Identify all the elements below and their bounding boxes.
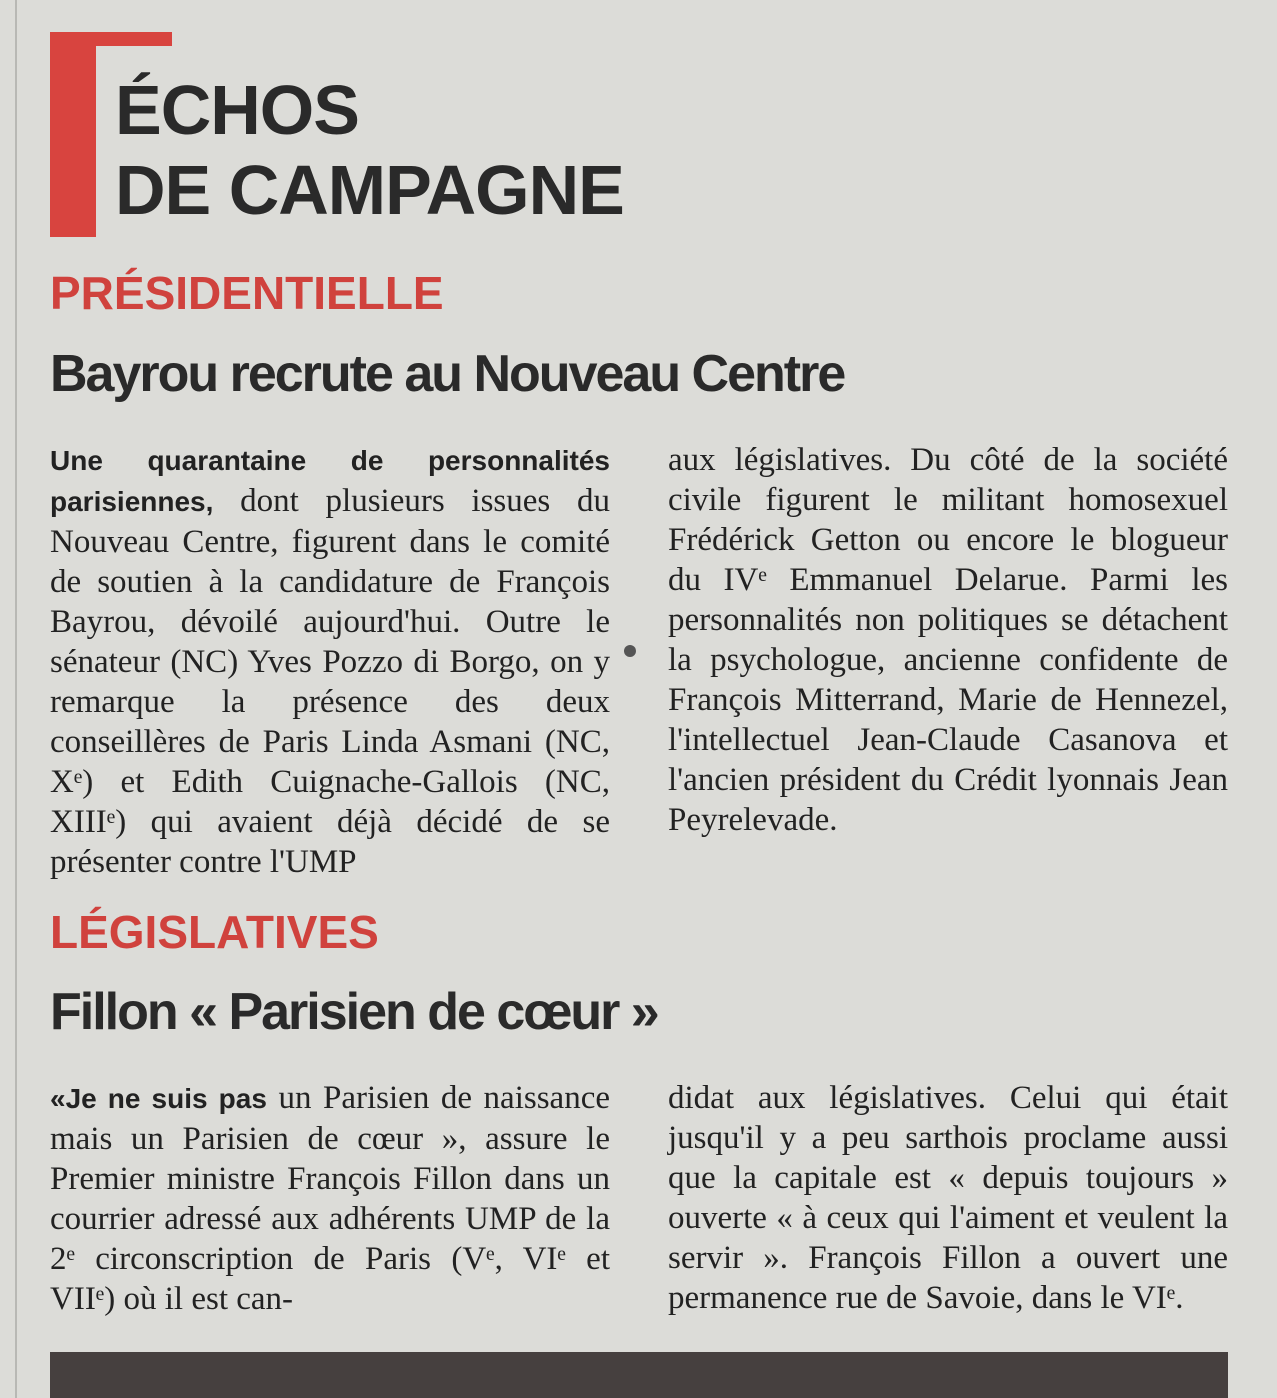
article1-rubric: PRÉSIDENTIELLE <box>50 267 444 319</box>
page-edge-rule <box>15 0 17 1398</box>
article1-column1 <box>50 440 610 882</box>
article1-lead: Une quarantaine de personnalités parisiennes, <box>50 445 610 517</box>
section-title-line1: ÉCHOS <box>115 71 359 149</box>
bottom-dark-band <box>50 1352 1228 1398</box>
article2-column2 <box>668 1078 1228 1318</box>
section-title-line2: DE CAMPAGNE <box>115 151 624 229</box>
article2-column1 <box>50 1078 610 1319</box>
article2-body-col2: didat aux législatives. Celui qui était jusqu'il y a peu sarthois proclame aussi que la capitale est « depuis toujours » ouverte « à ceux qui l'aiment et veulent la servir ». François Fillon a ouvert une permanence rue de Savoie, dans le VIᵉ. <box>668 1080 1228 1316</box>
article1-body-col2: aux législatives. Du côté de la société civile figurent le militant homosexuel Frédérick Getton ou encore le blogueur du IVᵉ Emmanuel Delarue. Parmi les personnalités non politiques se détachent la psychologue, ancienne confidente de François Mitterrand, Marie de Hennezel, l'intellectuel Jean-Claude Casanova et l'ancien président du Crédit lyonnais Jean Peyrelevade. <box>668 442 1228 838</box>
article2-lead: «Je ne suis pas <box>50 1083 267 1114</box>
article1-column2 <box>668 440 1228 840</box>
section-title <box>115 70 624 230</box>
bullet-dot <box>624 645 636 657</box>
section-bracket-side <box>50 32 96 237</box>
article1-headline: Bayrou recrute au Nouveau Centre <box>50 345 845 403</box>
article1-body-col1: dont plusieurs issues du Nouveau Centre, figurent dans le comité de soutien à la candidature de François Bayrou, dévoilé aujourd'hui. Outre le sénateur (NC) Yves Pozzo di Borgo, on y remarque la présence des deux conseillères de Paris Linda Asmani (NC, Xᵉ) et Edith Cuignache-Gallois (NC, XIIIᵉ) qui avaient déjà décidé de se présenter contre l'UMP <box>50 483 610 880</box>
article2-rubric: LÉGISLATIVES <box>50 906 379 958</box>
article2-headline: Fillon « Parisien de cœur » <box>50 983 658 1041</box>
article2-body-col1: un Parisien de naissance mais un Parisien de cœur », assure le Premier ministre François Fillon dans un courrier adressé aux adhérents UMP de la 2ᵉ circonscription de Paris (Vᵉ, VIᵉ et VIIᵉ) où il est can- <box>50 1080 610 1317</box>
